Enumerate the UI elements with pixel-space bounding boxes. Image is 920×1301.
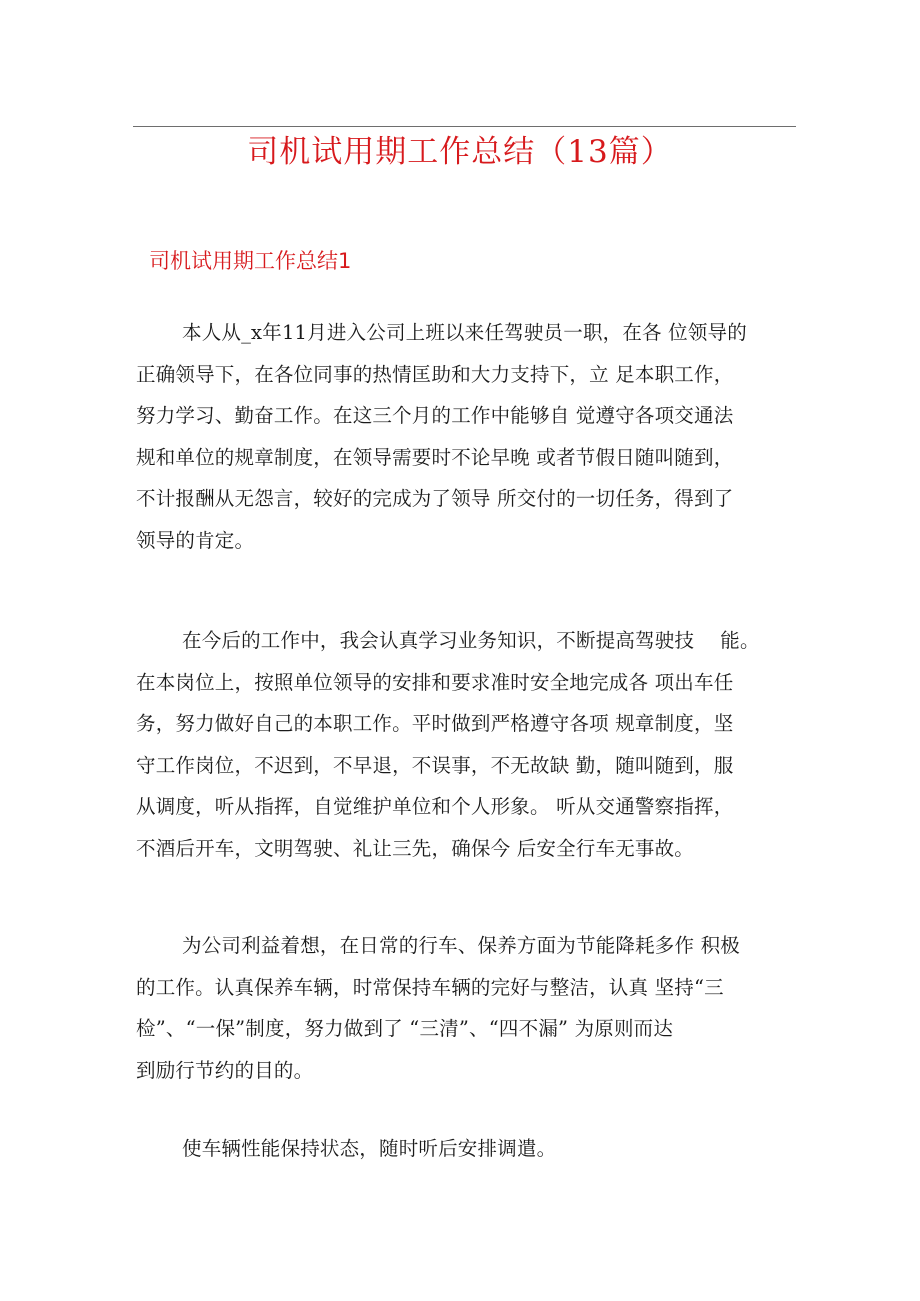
paragraph-line: 规和单位的规章制度，在领导需要时不论早晚 或者节假日随叫随到， <box>136 445 734 469</box>
paragraph-line: 到励行节约的目的。 <box>136 1058 314 1082</box>
header-rule <box>133 126 796 127</box>
paragraph-line: 从调度，听从指挥，自觉维护单位和个人形象。 听从交通警察指挥， <box>136 795 734 818</box>
paragraph-2 <box>136 620 800 869</box>
paragraph-line: 不酒后开车，文明驾驶、礼让三先，确保今 后安全行车无事故。 <box>136 836 694 860</box>
paragraph-1 <box>136 312 800 561</box>
paragraph-line: 在今后的工作中，我会认真学习业务知识，不断提高驾驶技 能。 <box>182 629 760 652</box>
paragraph-line: 使车辆性能保持状态，随时听后安排调遣。 <box>182 1137 557 1160</box>
paragraph-line: 守工作岗位，不迟到，不早退，不误事，不无故缺 勤，随叫随到，服 <box>136 753 734 777</box>
paragraph-line: 正确领导下，在各位同事的热情匡助和大力支持下，立 足本职工作， <box>136 362 734 386</box>
paragraph-line: 领导的肯定。 <box>136 528 255 552</box>
paragraph-line: 本人从_x年11月进入公司上班以来任驾驶员一职，在各 位领导的 <box>182 321 747 344</box>
paragraph-3 <box>136 925 800 1091</box>
document-title: 司机试用期工作总结（13篇） <box>247 134 673 170</box>
paragraph-line: 务，努力做好自己的本职工作。平时做到严格遵守各项 规章制度，坚 <box>136 712 734 735</box>
paragraph-4 <box>136 1128 800 1170</box>
paragraph-line: 在本岗位上，按照单位领导的安排和要求准时安全地完成各 项出车任 <box>136 670 734 694</box>
paragraph-line: 的工作。认真保养车辆，时常保持车辆的完好与整洁，认真 坚持“三 <box>136 975 724 999</box>
paragraph-line: 为公司利益着想，在日常的行车、保养方面为节能降耗多作 积极 <box>182 934 740 957</box>
paragraph-line: 检”、“一保”制度，努力做到了 “三清”、“四不漏” 为原则而达 <box>136 1017 674 1040</box>
section-heading: 司机试用期工作总结1 <box>149 249 352 273</box>
paragraph-line: 不计报酬从无怨言，较好的完成为了领导 所交付的一切任务，得到了 <box>136 487 734 510</box>
paragraph-line: 努力学习、勤奋工作。在这三个月的工作中能够自 觉遵守各项交通法 <box>136 404 734 427</box>
